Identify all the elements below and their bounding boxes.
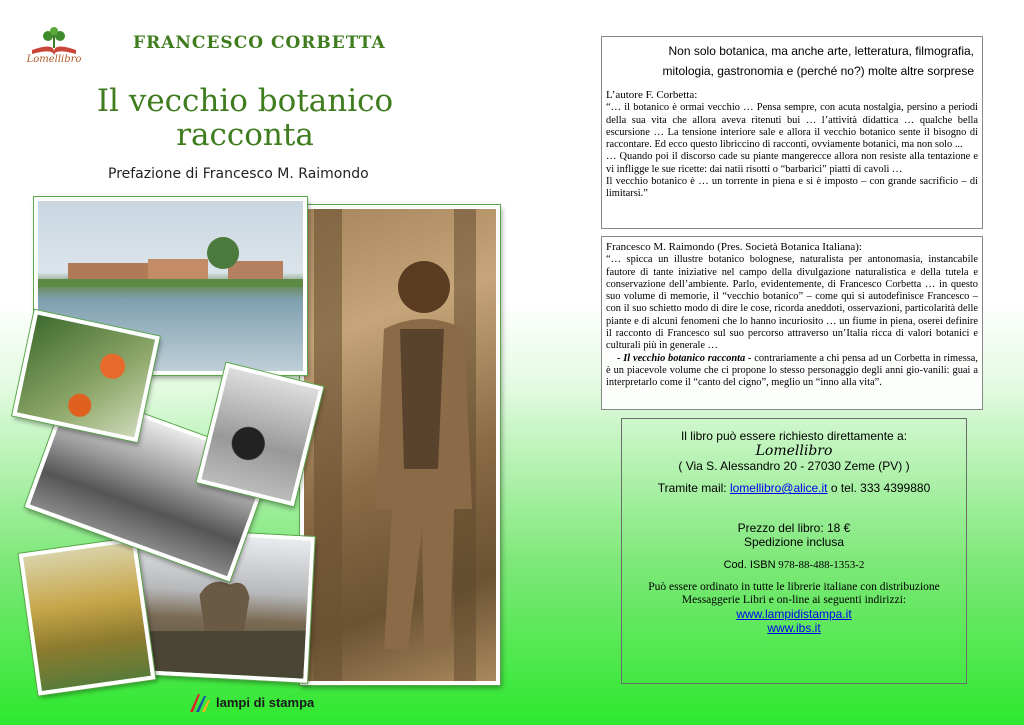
ordering-info-box bbox=[621, 418, 967, 684]
publisher-address: ( Via S. Alessandro 20 - 27030 Zeme (PV) ) bbox=[678, 459, 910, 473]
author-name: FRANCESCO CORBETTA bbox=[133, 33, 386, 53]
book-title bbox=[60, 84, 430, 152]
book-title-emphasis: - Il vecchio botanico racconta - bbox=[617, 352, 752, 364]
lampi-di-stampa-logo-icon bbox=[188, 690, 212, 714]
email-link[interactable]: lomellibro@alice.it bbox=[729, 481, 828, 495]
author-quote-paragraph: Il vecchio botanico è … un torrente in piena e si è imposto – con grande sacrificio – di limitarsi.” bbox=[606, 176, 978, 200]
publisher-logo-text: Lomellibro bbox=[26, 54, 82, 65]
rice-plant-photo bbox=[19, 537, 156, 695]
man-silhouette-icon bbox=[304, 209, 496, 681]
author-quote-heading: L’autore F. Corbetta: bbox=[606, 89, 698, 101]
ordering-note: Può essere ordinato in tutte le librerie italiane con distribuzione Messaggerie Libri e on-line ai seguenti indirizzi: bbox=[648, 581, 940, 606]
lampi-di-stampa-logo-text: lampi di stampa bbox=[216, 695, 315, 710]
book-tree-logo-icon bbox=[22, 26, 86, 72]
author-in-forest-photo bbox=[300, 205, 500, 685]
lampidistampa-link[interactable]: www.lampidistampa.it bbox=[736, 607, 852, 621]
isbn-line bbox=[628, 559, 960, 571]
preface-quote-paragraph: “… spicca un illustre botanico bolognese, naturalista per antonomasia, instancabile fautore di tante iniziative nel campo della divulgazione naturalistica e della tutela e conservazione dell’ambiente. Parlo, evidentemente, di Francesco Corbetta … in questo suo volume di memorie, il “vecchio botanico” – come qui si autodefinisce Francesco – con il suo schietto modo di dire le cose, ricorda aneddoti, osservazioni, particolarità delle piante e di alcuni fenomeni che lo hanno incuriosito … un fiume in piena, oserei definire il racconto di Francesco sul suo percorso attraverso un’Italia ricca di valori botanici e culturali più in generale … bbox=[606, 254, 978, 352]
ibs-link[interactable]: www.ibs.it bbox=[767, 621, 821, 635]
isbn-label: Cod. ISBN bbox=[723, 559, 776, 571]
request-text: Il libro può essere richiesto direttamente a: bbox=[680, 429, 908, 443]
title-line-1: Il vecchio botanico bbox=[96, 83, 394, 119]
preface-credit: Prefazione di Francesco M. Raimondo bbox=[108, 166, 369, 182]
isbn-value: 978-88-488-1353-2 bbox=[775, 559, 865, 571]
mail-prefix: Tramite mail: bbox=[657, 481, 730, 495]
author-quote-box bbox=[601, 36, 983, 229]
preface-quote-paragraph bbox=[606, 353, 978, 390]
tagline-line-1: Non solo botanica, ma anche arte, letteratura, filmografia, bbox=[668, 44, 974, 58]
shipping-note: Spedizione inclusa bbox=[743, 535, 845, 549]
author-quote-paragraph: … Quando poi il discorso cade su piante mangerecce allora non resiste alla tentazione e vi infligge le sue ricette: dai natii risotti o “barbarici” piatti di cavoli … bbox=[606, 151, 978, 175]
phone-number: o tel. 333 4399880 bbox=[827, 481, 931, 495]
author-quote-paragraph: “… il botanico è ormai vecchio … Pensa sempre, con acuta nostalgia, persino a periodi della sua vita che allora aveva ritenuti bui … l’attività didattica … qualche bella escursione … La tensione interiore sale e allora il vecchio botanico sente il bisogno di raccontare. Ed ecco questo libriccino di racconti, ovviamente botanici, ma non solo ... bbox=[606, 102, 978, 151]
preface-quote-heading: Francesco M. Raimondo (Pres. Società Botanica Italiana): bbox=[606, 241, 862, 253]
title-line-2: racconta bbox=[176, 117, 314, 153]
publisher-name: Lomellibro bbox=[755, 443, 833, 459]
tagline-line-2: mitologia, gastronomia e (perché no?) molte altre sorprese bbox=[662, 64, 974, 78]
preface-quote-box bbox=[601, 236, 983, 410]
preface-quote-continuation: contrariamente a chi pensa ad un Corbetta in rimessa, è un piacevole volume che ci propone lo stesso personaggio degli anni gio-vanili: guai a interpretarlo come il “canto del cigno”, meglio un “inno alla vita”. bbox=[606, 352, 978, 389]
contact-line bbox=[628, 481, 960, 495]
price: Prezzo del libro: 18 € bbox=[737, 521, 851, 535]
tagline bbox=[606, 41, 974, 81]
